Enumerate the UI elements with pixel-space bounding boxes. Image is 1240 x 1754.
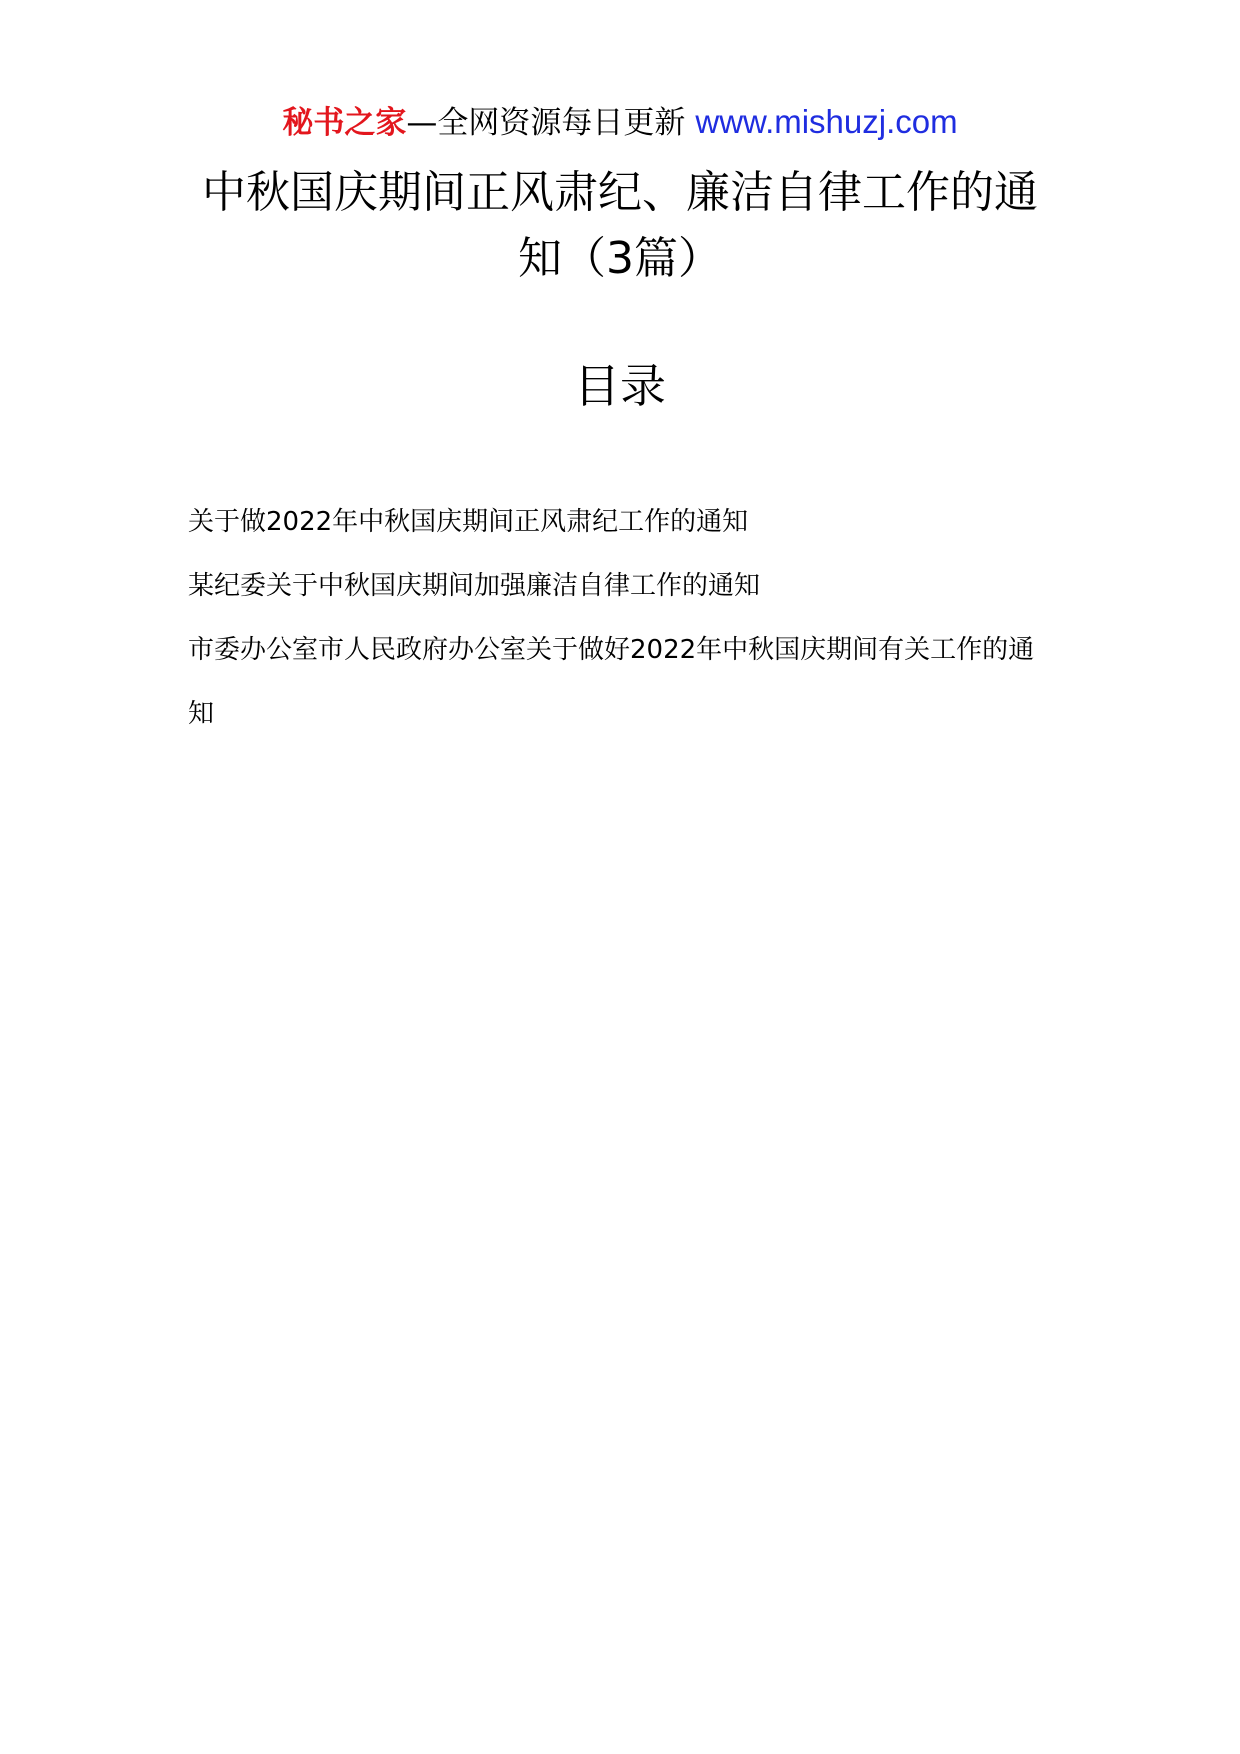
site-url-link[interactable]: www.mishuzj.com xyxy=(695,103,958,140)
site-slogan: —全网资源每日更新 xyxy=(406,105,686,141)
toc-item-2[interactable]: 某纪委关于中秋国庆期间加强廉洁自律工作的通知 xyxy=(188,571,761,601)
toc-heading: 目录 xyxy=(574,359,666,413)
table-of-contents xyxy=(188,490,1058,746)
brand-name: 秘书之家 xyxy=(282,105,407,141)
toc-item-1[interactable]: 关于做2022年中秋国庆期间正风肃纪工作的通知 xyxy=(188,507,749,537)
document-title: 中秋国庆期间正风肃纪、廉洁自律工作的通知（3篇） xyxy=(202,167,1038,284)
site-header xyxy=(0,100,1240,145)
toc-item-3[interactable]: 市委办公室市人民政府办公室关于做好2022年中秋国庆期间有关工作的通知 xyxy=(188,635,1035,729)
